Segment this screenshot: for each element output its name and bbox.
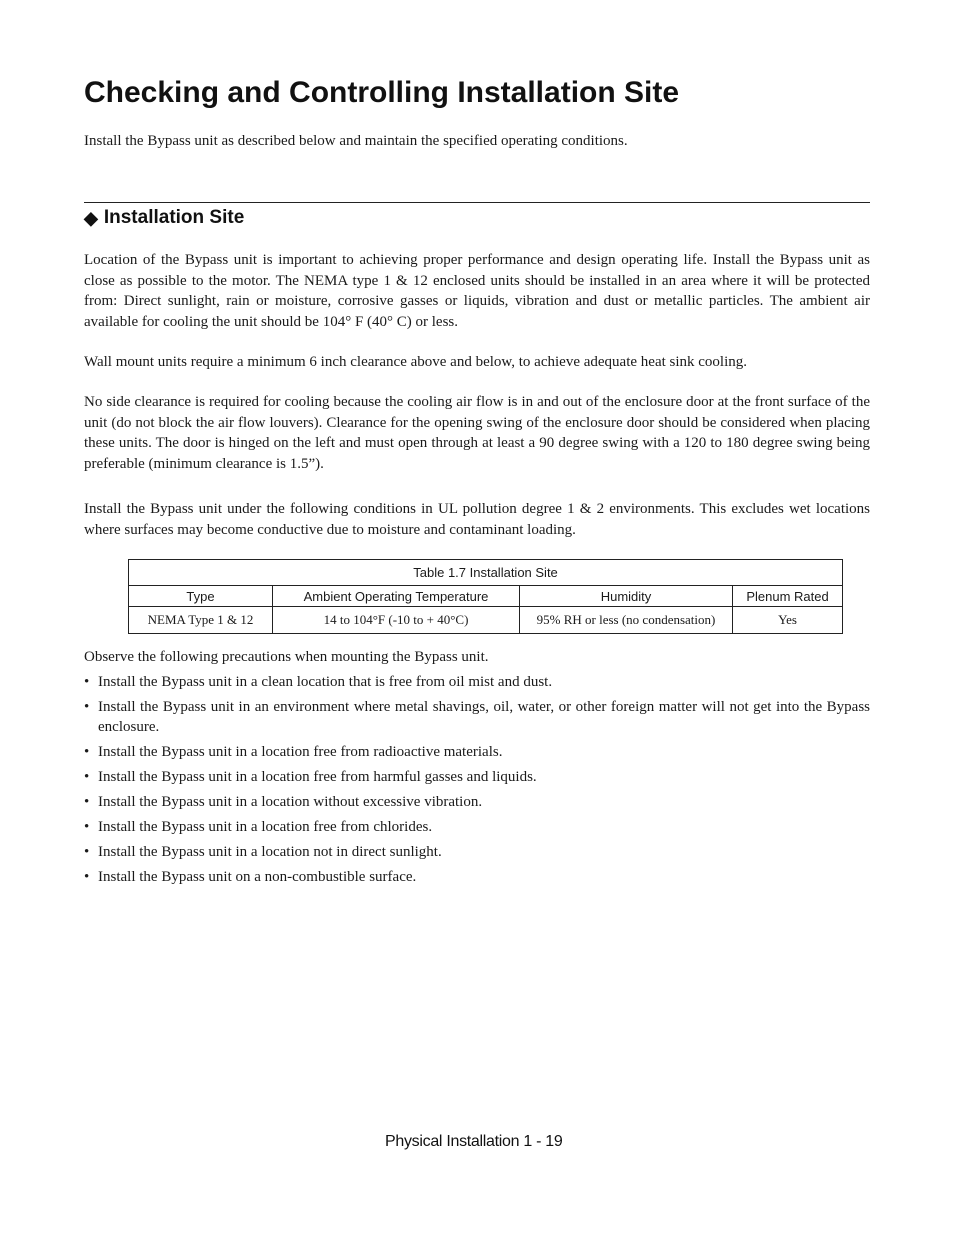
table-cell-type: NEMA Type 1 & 12 xyxy=(129,607,273,634)
list-item xyxy=(84,767,870,787)
diamond-icon: ◆ xyxy=(84,208,98,228)
bullet-icon: • xyxy=(84,769,90,785)
intro-paragraph: Install the Bypass unit as described below and maintain the specified operating conditions. xyxy=(84,133,628,149)
list-item xyxy=(84,842,870,862)
list-item xyxy=(84,867,870,887)
page-footer: Physical Installation 1 - 19 xyxy=(385,1133,563,1150)
paragraph-conditions: Install the Bypass unit under the following conditions in UL pollution degree 1 & 2 environments. This excludes wet locations where surfaces may become conductive due to moisture and contaminant loading. xyxy=(84,501,870,538)
section-heading-label: Installation Site xyxy=(103,207,245,228)
list-item xyxy=(84,672,870,692)
list-item xyxy=(84,742,870,762)
paragraph-wall-mount: Wall mount units require a minimum 6 inch clearance above and below, to achieve adequate heat sink cooling. xyxy=(84,354,748,370)
bullet-icon: • xyxy=(84,699,90,715)
list-item-text: Install the Bypass unit in a location without excessive vibration. xyxy=(98,794,483,810)
table-header-plenum: Plenum Rated xyxy=(733,586,843,607)
table-cell-temperature: 14 to 104°F (-10 to + 40°C) xyxy=(273,607,520,634)
installation-site-table xyxy=(128,559,842,634)
list-item-text: Install the Bypass unit on a non-combustible surface. xyxy=(98,869,417,885)
precautions-list xyxy=(84,672,870,892)
paragraph-location: Location of the Bypass unit is important to achieving proper performance and design operating life. Install the Bypass unit as close as possible to the motor. The NEMA type 1 & 12 enclosed units should be installed in an area where it will be protected from: Direct sunlight, rain or moisture, corrosive gasses or liquids, vibration and dust or metallic particles. The ambient air available for cooling the unit should be 104° F (40° C) or less. xyxy=(84,252,870,330)
page-title: Checking and Controlling Installation Site xyxy=(84,76,680,109)
table-caption: Table 1.7 Installation Site xyxy=(129,560,843,586)
list-item-text: Install the Bypass unit in a location not in direct sunlight. xyxy=(98,844,442,860)
table-cell-plenum: Yes xyxy=(733,607,843,634)
bullet-icon: • xyxy=(84,819,90,835)
paragraph-side-clearance: No side clearance is required for cooling because the cooling air flow is in and out of the enclosure door at the front surface of the unit (do not block the air flow louvers). Clearance for the opening swing of the enclosure door should be considered when placing these units. The door is hinged on the left and must open through at least a 90 degree swing with a 120 to 180 degree swing being preferable (minimum clearance is 1.5”). xyxy=(84,394,870,472)
table-cell-humidity: 95% RH or less (no condensation) xyxy=(520,607,733,634)
list-item xyxy=(84,792,870,812)
table-header-type: Type xyxy=(129,586,273,607)
list-item xyxy=(84,697,870,737)
bullet-icon: • xyxy=(84,744,90,760)
list-item-text: Install the Bypass unit in a location free from chlorides. xyxy=(98,819,433,835)
table-header-humidity: Humidity xyxy=(520,586,733,607)
table-row xyxy=(129,607,843,634)
list-item-text: Install the Bypass unit in an environment where metal shavings, oil, water, or other foreign matter will not get into the Bypass enclosure. xyxy=(98,699,870,735)
table-header-temperature: Ambient Operating Temperature xyxy=(273,586,520,607)
bullet-icon: • xyxy=(84,674,90,690)
section-divider xyxy=(84,202,870,203)
list-item-text: Install the Bypass unit in a clean location that is free from oil mist and dust. xyxy=(98,674,553,690)
bullet-icon: • xyxy=(84,844,90,860)
bullet-icon: • xyxy=(84,869,90,885)
section-heading xyxy=(84,205,244,231)
list-item-text: Install the Bypass unit in a location free from harmful gasses and liquids. xyxy=(98,769,537,785)
precautions-intro: Observe the following precautions when mounting the Bypass unit. xyxy=(84,649,489,665)
list-item xyxy=(84,817,870,837)
bullet-icon: • xyxy=(84,794,90,810)
list-item-text: Install the Bypass unit in a location free from radioactive materials. xyxy=(98,744,503,760)
